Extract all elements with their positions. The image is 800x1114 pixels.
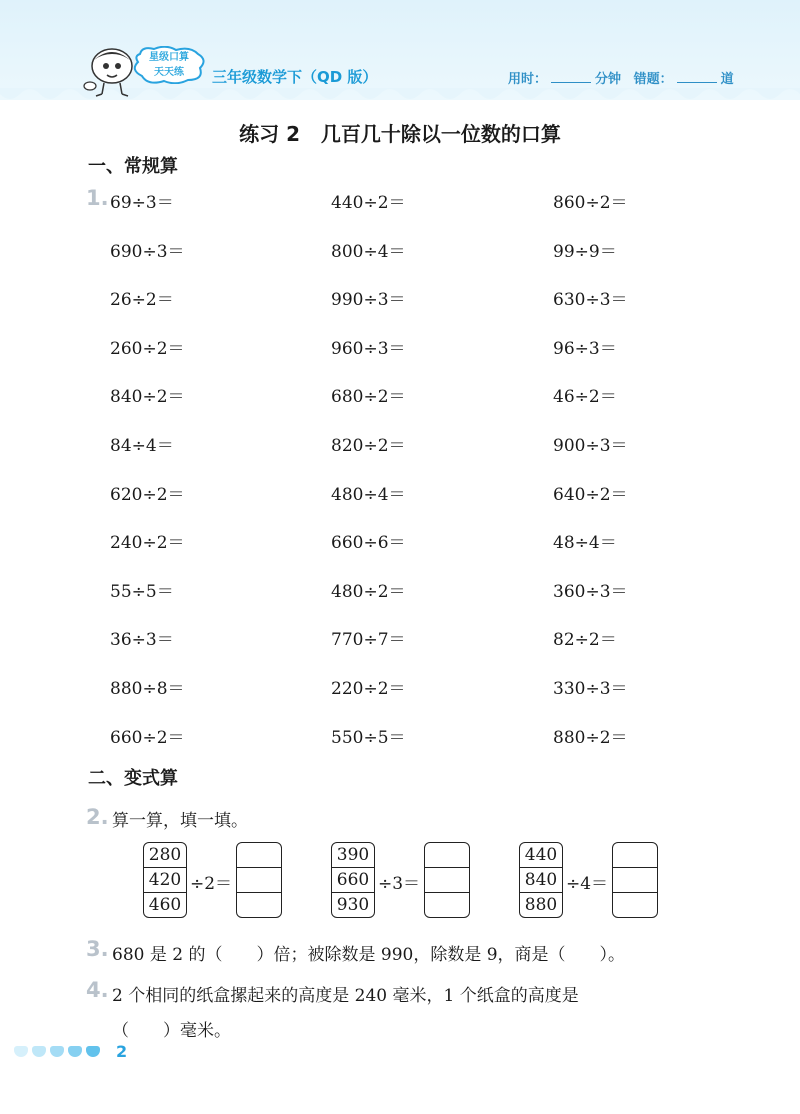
equation-item: 880÷2＝: [553, 727, 628, 748]
dividend-value: 420: [148, 870, 182, 890]
equation-item: 660÷2＝: [110, 727, 185, 748]
dividend-stack: [143, 842, 187, 918]
divisor-operator: ÷4＝: [566, 874, 609, 894]
equation-item: 660÷6＝: [331, 533, 406, 554]
page-title: 练习 2 几百几十除以一位数的口算: [239, 122, 561, 146]
equation-item: 690÷3＝: [110, 241, 185, 262]
question-4-line-1: 2 个相同的纸盒摞起来的高度是 240 毫米，1 个纸盒的高度是: [112, 986, 579, 1006]
equation-item: 860÷2＝: [553, 193, 628, 213]
equation-item: 36÷3＝: [110, 630, 174, 651]
question-2-number: 2.: [86, 805, 109, 829]
equation-item: 620÷2＝: [110, 484, 185, 505]
errors-unit: 道: [720, 72, 734, 87]
equation-item: 55÷5＝: [110, 581, 174, 602]
equation-item: 480÷4＝: [331, 484, 406, 505]
equation-item: 630÷3＝: [553, 290, 628, 311]
equation-item: 46÷2＝: [553, 387, 617, 408]
time-error-record: [508, 68, 734, 87]
equation-item: 330÷3＝: [553, 679, 628, 699]
equation-item: 220÷2＝: [331, 679, 406, 699]
page-number: 2: [116, 1042, 128, 1061]
equation-item: 84÷4＝: [110, 436, 174, 456]
divisor-operator: ÷2＝: [190, 874, 233, 894]
equation-item: 800÷4＝: [331, 241, 406, 262]
question-2-text: 算一算，填一填。: [112, 811, 248, 831]
dividend-value: 280: [148, 845, 182, 865]
answer-box[interactable]: [424, 842, 470, 918]
equation-item: 440÷2＝: [331, 193, 406, 213]
equation-item: 770÷7＝: [331, 630, 406, 651]
section-2-heading: 二、变式算: [88, 768, 178, 789]
equation-item: 840÷2＝: [110, 387, 185, 408]
dividend-value: 840: [524, 870, 558, 890]
equation-item: 48÷4＝: [553, 533, 617, 554]
mascot-icon: [80, 46, 140, 98]
time-blank[interactable]: [551, 70, 591, 83]
section-1-heading: 一、常规算: [88, 156, 178, 177]
answer-box[interactable]: [236, 842, 282, 918]
equation-item: 550÷5＝: [331, 727, 406, 748]
dividend-value: 880: [524, 895, 558, 915]
question-3-number: 3.: [86, 937, 109, 961]
equation-item: 990÷3＝: [331, 290, 406, 311]
equation-item: 99÷9＝: [553, 241, 617, 262]
divisor-operator: ÷3＝: [378, 874, 421, 894]
question-3-text: 680 是 2 的（ ）倍；被除数是 990，除数是 9，商是（ ）。: [112, 945, 626, 965]
equation-item: 640÷2＝: [553, 484, 628, 505]
dividend-value: 930: [336, 895, 370, 915]
dividend-value: 660: [336, 870, 370, 890]
errors-label: 错题：: [633, 72, 673, 87]
equation-item: 240÷2＝: [110, 533, 185, 554]
equation-item: 26÷2＝: [110, 290, 174, 311]
equation-item: 96÷3＝: [553, 338, 617, 359]
answer-box[interactable]: [612, 842, 658, 918]
question-4-number: 4.: [86, 978, 109, 1002]
series-name: 星级口算 天天练: [149, 52, 189, 78]
dividend-value: 440: [524, 845, 558, 865]
question-1-number: 1.: [86, 186, 109, 210]
time-label: 用时：: [508, 72, 548, 87]
equation-item: 880÷8＝: [110, 679, 185, 699]
dividend-value: 460: [148, 895, 182, 915]
dividend-stack: [331, 842, 375, 918]
book-title: 三年级数学下（QD 版）: [212, 68, 378, 86]
equation-item: 260÷2＝: [110, 338, 185, 359]
equation-item: 82÷2＝: [553, 630, 617, 651]
equation-item: 680÷2＝: [331, 387, 406, 408]
equation-item: 480÷2＝: [331, 581, 406, 602]
equation-item: 900÷3＝: [553, 436, 628, 456]
equation-item: 820÷2＝: [331, 436, 406, 456]
time-unit: 分钟: [595, 72, 622, 87]
equation-item: 69÷3＝: [110, 193, 174, 213]
equation-item: 960÷3＝: [331, 338, 406, 359]
dividend-value: 390: [336, 845, 370, 865]
equation-item: 360÷3＝: [553, 581, 628, 602]
question-4-line-2: （ ）毫米。: [112, 1021, 231, 1041]
dividend-stack: [519, 842, 563, 918]
errors-blank[interactable]: [677, 70, 717, 83]
